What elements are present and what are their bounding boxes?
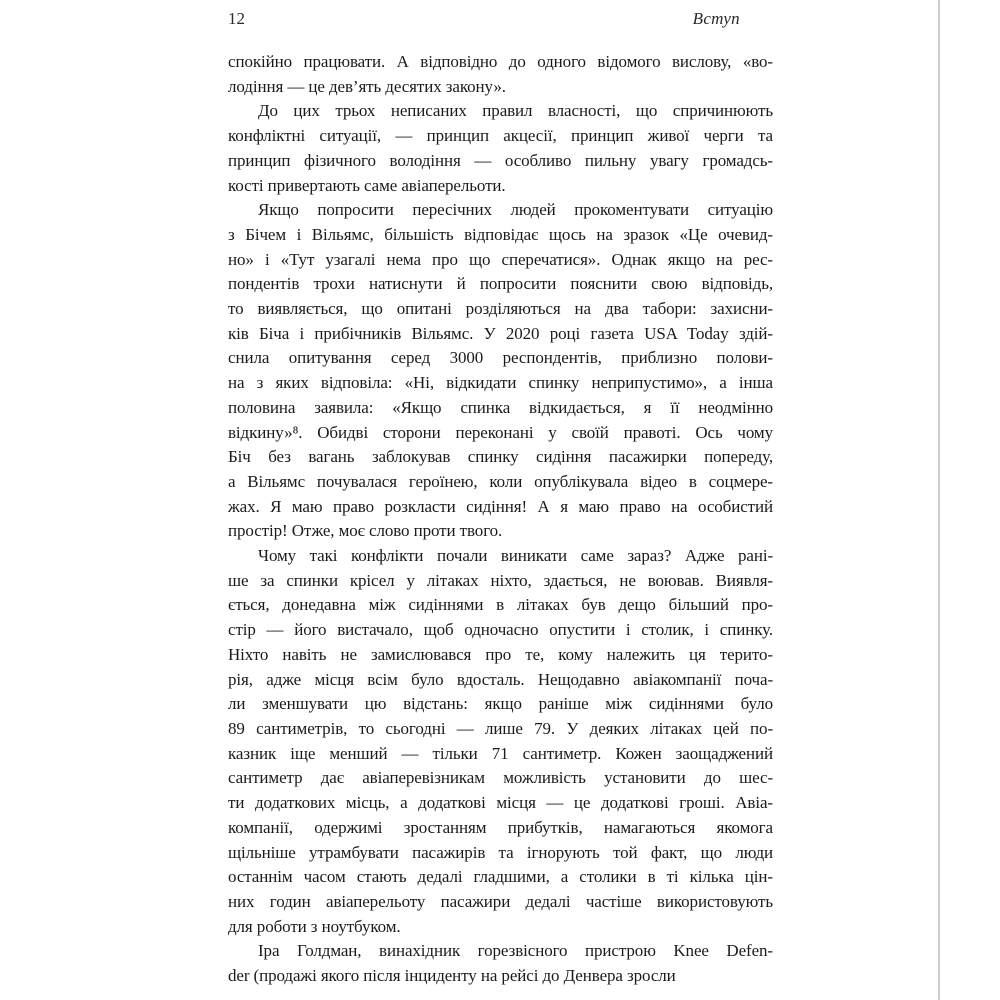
text-line: кості привертають саме авіаперельоти. — [228, 175, 506, 195]
text-line: Біч без вагань заблокував спинку сидіння пасажирки попереду, — [228, 447, 773, 467]
text-line: на з яких відповіла: «Ні, відкидати спинку неприпустимо», а інша — [228, 373, 773, 393]
text-line: спокійно працювати. А відповідно до одного відомого вислову, «во- — [228, 52, 773, 71]
running-head: Вступ — [692, 9, 740, 28]
text-line: 89 сантиметрів, то сьогодні — лише 79. У деяких літаках цей по- — [228, 718, 773, 738]
text-block — [228, 50, 773, 989]
text-line: з Бічем і Вільямс, більшість відповідає щось на зразок «Це очевид- — [228, 224, 773, 244]
text-line: половина заявила: «Якщо спинка відкидається, я її неодмінно — [228, 397, 773, 417]
text-line: ється, донедавна між сидіннями в літаках був дещо більший про- — [228, 595, 773, 615]
text-line: Чому такі конфлікти почали виникати саме зараз? Адже рані- — [258, 546, 773, 566]
page-number: 12 — [228, 9, 245, 28]
text-line: останнім часом стають дедалі гладшими, а столики в ті кілька цін- — [228, 867, 773, 887]
text-line: сантиметр дає авіаперевізникам можливість установити до шес- — [228, 768, 773, 788]
text-line: лодіння — це дев’ять десятих закону». — [228, 76, 506, 96]
text-line: ше за спинки крісел у літаках ніхто, здається, не воював. Виявля- — [228, 570, 773, 590]
text-line: пондентів трохи натиснути й попросити пояснити свою відповідь, — [228, 274, 773, 294]
text-line: для роботи з ноутбуком. — [228, 916, 401, 936]
text-line: ків Біча і прибічників Вільямс. У 2020 році газета USA Today здій- — [228, 323, 773, 343]
text-line: но» і «Тут узагалі нема про що сперечатися». Однак якщо на рес- — [228, 249, 773, 269]
text-line: компанії, одержимі зростанням прибутків, намагаються якомога — [228, 817, 773, 837]
text-line: Іра Голдман, винахідник горезвісного пристрою Knee Defen- — [258, 941, 773, 961]
text-line: ти додаткових місць, а додаткові місця — це додаткові гроші. Авіа- — [228, 793, 773, 813]
text-line: жах. Я маю право розкласти сидіння! А я маю право на особистий — [228, 496, 773, 516]
text-line: der (продажі якого після інциденту на рейсі до Денвера зросли — [228, 966, 676, 986]
text-line: До цих трьох неписаних правил власності, що спричинюють — [258, 101, 773, 121]
text-line: щільніше утрамбувати пасажирів та ігнорують той факт, що люди — [228, 842, 773, 862]
text-line: Якщо попросити пересічних людей прокоментувати ситуацію — [258, 200, 773, 220]
page-header — [228, 8, 773, 30]
text-line: рія, адже місця всім було вдосталь. Нещодавно авіакомпанії поча- — [228, 669, 773, 689]
text-line: простір! Отже, моє слово проти твого. — [228, 521, 503, 541]
page-edge-line — [938, 0, 940, 1000]
text-line: казник іще менший — тільки 71 сантиметр. Кожен заощаджений — [228, 743, 773, 763]
book-page — [228, 8, 773, 989]
text-line: принцип фізичного володіння — особливо пильну увагу громадсь- — [228, 150, 773, 170]
text-line: стір — його вистачало, щоб одночасно опустити і столик, і спинку. — [228, 620, 773, 640]
text-line: них годин авіаперельоту пасажири дедалі частіше використовують — [228, 891, 773, 911]
text-line: Ніхто навіть не замислювався про те, кому належить ця терито- — [228, 644, 773, 664]
text-line: відкину»⁸. Обидві сторони переконані у своїй правоті. Ось чому — [228, 422, 773, 442]
text-line: а Вільямс почувалася героїнею, коли опублікувала відео в соцмере- — [228, 471, 773, 491]
text-line: то виявляється, що опитані розділяються на два табори: захисни- — [228, 299, 773, 319]
text-line: ли зменшувати цю відстань: якщо раніше між сидіннями було — [228, 694, 773, 714]
text-line: конфліктні ситуації, — принцип акцесії, принцип живої черги та — [228, 126, 773, 146]
text-line: снила опитування серед 3000 респондентів, приблизно полови- — [228, 348, 773, 368]
